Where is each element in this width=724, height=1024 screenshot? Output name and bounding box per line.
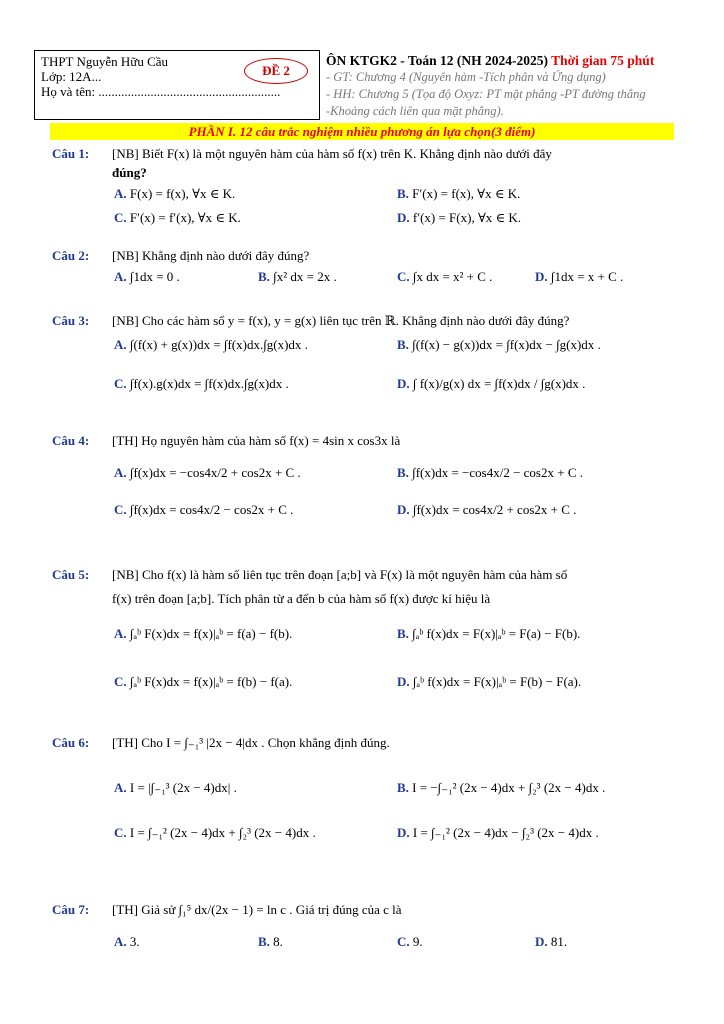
scope-line-2: - HH: Chương 5 (Tọa độ Oxyz: PT mặt phẳng -PT đường thẳng [326,87,646,101]
q1-option-d[interactable]: D. f′(x) = F(x), ∀x ∈ K. [397,210,522,225]
q5-option-a[interactable]: A. ∫ₐᵇ F(x)dx = f(x)|ₐᵇ = f(a) − f(b). [114,626,293,641]
class-label: Lớp: 12A... [41,69,102,84]
question-4-label: Câu 4: [52,433,90,448]
q6-option-d[interactable]: D. I = ∫₋₁² (2x − 4)dx − ∫₂³ (2x − 4)dx . [397,825,599,840]
q6-option-a-text: I = |∫₋₁³ (2x − 4)dx| . [129,780,237,795]
question-6-text: [TH] Cho I = ∫₋₁³ |2x − 4|dx . Chọn khẳng định đúng. [112,735,390,750]
q3-option-c-text: ∫f(x).g(x)dx = ∫f(x)dx.∫g(x)dx . [129,376,289,391]
question-1-label: Câu 1: [52,146,90,161]
exam-title-text: ÔN KTGK2 - Toán 12 (NH 2024-2025) [326,53,549,68]
q2-option-a-text: ∫1dx = 0 . [129,269,180,284]
q1-option-b-text: F′(x) = f(x), ∀x ∈ K. [412,186,521,201]
q4-option-a-text: ∫f(x)dx = −cos4x/2 + cos2x + C . [129,465,301,480]
q5-option-b-text: ∫ₐᵇ f(x)dx = F(x)|ₐᵇ = F(a) − F(b). [412,626,581,641]
q1-option-c-text: F′(x) = f′(x), ∀x ∈ K. [129,210,241,225]
q3-option-a[interactable]: A. ∫(f(x) + g(x))dx = ∫f(x)dx.∫g(x)dx . [114,337,308,352]
q3-option-d-text: ∫ f(x)/g(x) dx = ∫f(x)dx / ∫g(x)dx . [412,376,586,391]
q1-option-a-text: F(x) = f(x), ∀x ∈ K. [129,186,236,201]
question-4-text: [TH] Họ nguyên hàm của hàm số f(x) = 4sin x cos3x là [112,433,401,448]
q4-option-a[interactable]: A. ∫f(x)dx = −cos4x/2 + cos2x + C . [114,465,301,480]
q6-option-d-text: I = ∫₋₁² (2x − 4)dx − ∫₂³ (2x − 4)dx . [412,825,599,840]
q4-option-c-text: ∫f(x)dx = cos4x/2 − cos2x + C . [129,502,294,517]
q7-option-d-text: 81. [550,934,568,949]
question-5-text: [NB] Cho f(x) là hàm số liên tục trên đoạn [a;b] và F(x) là một nguyên hàm của hàm số [112,567,568,582]
q7-option-c-text: 9. [412,934,423,949]
q7-option-c[interactable]: C. 9. [397,934,423,949]
q2-option-b-text: ∫x² dx = 2x . [273,269,337,284]
q7-option-b-text: 8. [273,934,283,949]
q3-option-c[interactable]: C. ∫f(x).g(x)dx = ∫f(x)dx.∫g(x)dx . [114,376,289,391]
q2-option-a[interactable]: A. ∫1dx = 0 . [114,269,180,284]
exam-time: Thời gian 75 phút [551,53,655,68]
q2-option-b[interactable]: B. ∫x² dx = 2x . [258,269,337,284]
school-name: THPT Nguyễn Hữu Cầu [41,54,169,69]
q4-option-b[interactable]: B. ∫f(x)dx = −cos4x/2 − cos2x + C . [397,465,583,480]
q6-option-c[interactable]: C. I = ∫₋₁² (2x − 4)dx + ∫₂³ (2x − 4)dx . [114,825,316,840]
q2-option-c[interactable]: C. ∫x dx = x² + C . [397,269,493,284]
q2-option-d-text: ∫1dx = x + C . [550,269,624,284]
q6-option-a[interactable]: A. I = |∫₋₁³ (2x − 4)dx| . [114,780,237,795]
q5-option-d-text: ∫ₐᵇ f(x)dx = F(x)|ₐᵇ = F(b) − F(a). [412,674,582,689]
q4-option-d[interactable]: D. ∫f(x)dx = cos4x/2 + cos2x + C . [397,502,577,517]
q5-option-c[interactable]: C. ∫ₐᵇ F(x)dx = f(x)|ₐᵇ = f(b) − f(a). [114,674,293,689]
q3-option-b-text: ∫(f(x) − g(x))dx = ∫f(x)dx − ∫g(x)dx . [412,337,601,352]
q5-option-a-text: ∫ₐᵇ F(x)dx = f(x)|ₐᵇ = f(a) − f(b). [129,626,293,641]
question-2-label: Câu 2: [52,248,90,263]
question-6-label: Câu 6: [52,735,90,750]
q1-option-a[interactable]: A. F(x) = f(x), ∀x ∈ K. [114,186,236,201]
question-3-label: Câu 3: [52,313,90,328]
scope-line-3: -Khoảng cách liên qua mặt phẳng). [326,104,504,118]
q6-option-b[interactable]: B. I = −∫₋₁² (2x − 4)dx + ∫₂³ (2x − 4)dx . [397,780,606,795]
q5-option-d[interactable]: D. ∫ₐᵇ f(x)dx = F(x)|ₐᵇ = F(b) − F(a). [397,674,582,689]
q4-option-c[interactable]: C. ∫f(x)dx = cos4x/2 − cos2x + C . [114,502,294,517]
q3-option-d[interactable]: D. ∫ f(x)/g(x) dx = ∫f(x)dx / ∫g(x)dx . [397,376,586,391]
q7-option-b[interactable]: B. 8. [258,934,283,949]
question-1-text: [NB] Biết F(x) là một nguyên hàm của hàm số f(x) trên K. Khẳng định nào dưới đây [112,146,552,161]
question-5-text-cont: f(x) trên đoạn [a;b]. Tích phân từ a đến b của hàm số f(x) được kí hiệu là [112,591,491,606]
q7-option-a-text: 3. [129,934,140,949]
q2-option-d[interactable]: D. ∫1dx = x + C . [535,269,624,284]
q3-option-a-text: ∫(f(x) + g(x))dx = ∫f(x)dx.∫g(x)dx . [129,337,308,352]
student-name-line: Họ và tên: ........................................................ [41,84,281,99]
q7-option-d[interactable]: D. 81. [535,934,568,949]
q2-option-c-text: ∫x dx = x² + C . [412,269,493,284]
q3-option-b[interactable]: B. ∫(f(x) − g(x))dx = ∫f(x)dx − ∫g(x)dx . [397,337,601,352]
q6-option-c-text: I = ∫₋₁² (2x − 4)dx + ∫₂³ (2x − 4)dx . [129,825,316,840]
q5-option-c-text: ∫ₐᵇ F(x)dx = f(x)|ₐᵇ = f(b) − f(a). [129,674,293,689]
exam-code-badge: ĐỀ 2 [244,58,308,84]
q4-option-d-text: ∫f(x)dx = cos4x/2 + cos2x + C . [412,502,577,517]
q1-option-c[interactable]: C. F′(x) = f′(x), ∀x ∈ K. [114,210,241,225]
question-7-text: [TH] Giả sử ∫₁⁵ dx/(2x − 1) = ln c . Giá trị đúng của c là [112,902,402,917]
part-banner: PHẦN I. 12 câu trắc nghiệm nhiều phương án lựa chọn(3 điểm) [50,123,674,140]
scope-line-1: - GT: Chương 4 (Nguyên hàm -Tích phân và Ứng dụng) [326,70,606,84]
q4-option-b-text: ∫f(x)dx = −cos4x/2 − cos2x + C . [412,465,583,480]
q7-option-a[interactable]: A. 3. [114,934,140,949]
question-5-label: Câu 5: [52,567,90,582]
q1-option-d-text: f′(x) = F(x), ∀x ∈ K. [412,210,522,225]
q5-option-b[interactable]: B. ∫ₐᵇ f(x)dx = F(x)|ₐᵇ = F(a) − F(b). [397,626,581,641]
question-3-text: [NB] Cho các hàm số y = f(x), y = g(x) liên tục trên ℝ. Khẳng định nào dưới đây đúng? [112,313,570,328]
q1-option-b[interactable]: B. F′(x) = f(x), ∀x ∈ K. [397,186,521,201]
exam-title [326,53,654,69]
question-7-label: Câu 7: [52,902,90,917]
question-2-text: [NB] Khẳng định nào dưới đây đúng? [112,248,310,263]
question-1-text-cont: đúng? [112,165,147,180]
q6-option-b-text: I = −∫₋₁² (2x − 4)dx + ∫₂³ (2x − 4)dx . [412,780,606,795]
